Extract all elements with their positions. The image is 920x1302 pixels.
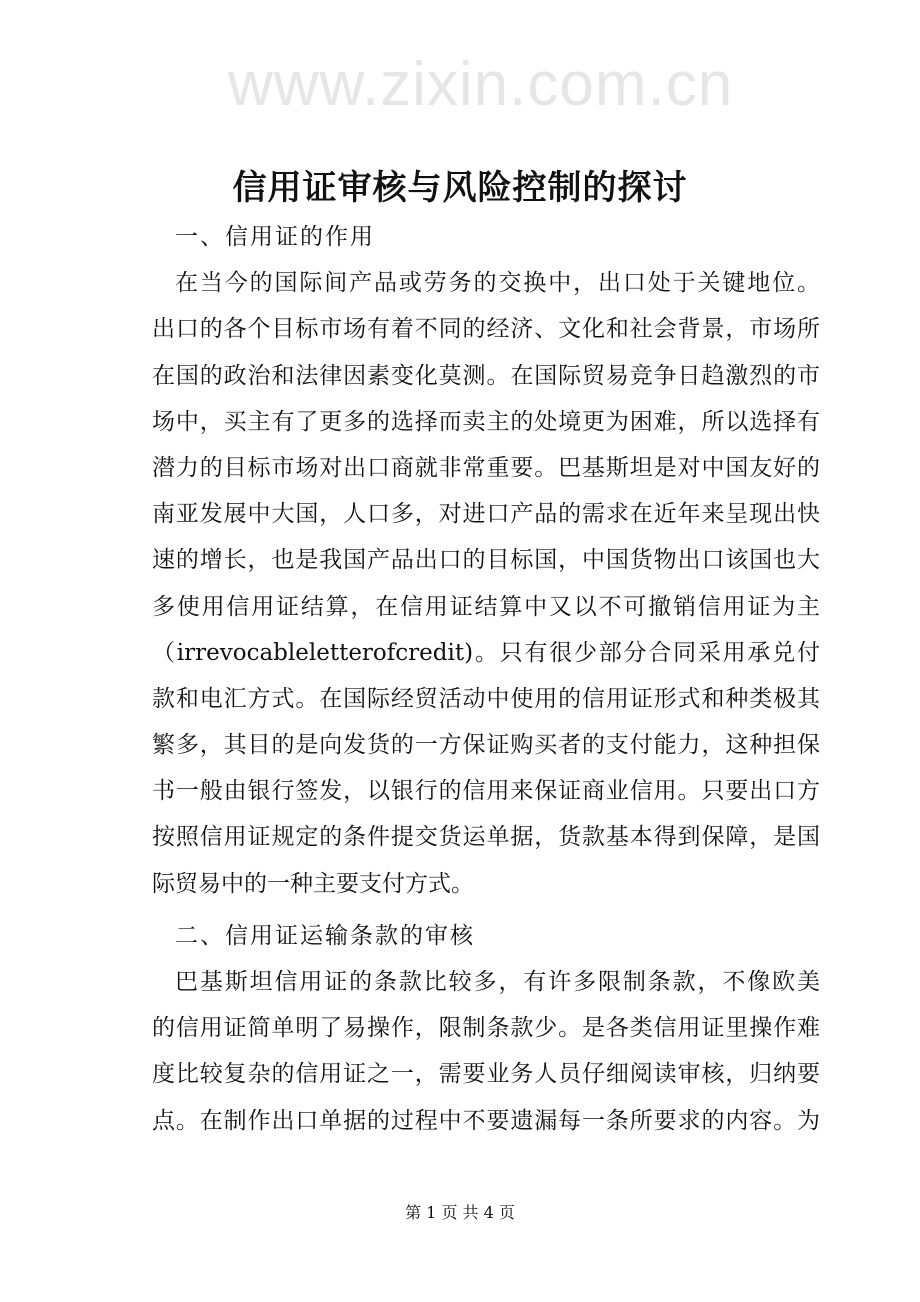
paragraph-line: 点。在制作出口单据的过程中不要遗漏每一条所要求的内容。为 [152, 1107, 820, 1134]
watermark: www.zixin.com.cn [228, 50, 734, 119]
paragraph-line: 在当今的国际间产品或劳务的交换中，出口处于关键地位。 [175, 270, 820, 297]
document-body [152, 214, 820, 1144]
paragraph-line: 在国的政治和法律因素变化莫测。在国际贸易竞争日趋激烈的市 [152, 362, 820, 389]
page-footer: 第 1 页 共 4 页 [405, 1203, 515, 1222]
paragraph-line: 度比较复杂的信用证之一，需要业务人员仔细阅读审核，归纳要 [152, 1061, 820, 1088]
paragraph-line: 速的增长，也是我国产品出口的目标国，中国货物出口该国也大 [152, 547, 820, 574]
paragraph-line: 际贸易中的一种主要支付方式。 [152, 870, 474, 897]
document-title: 信用证审核与风险控制的探讨 [232, 168, 688, 208]
paragraph-line: 款和电汇方式。在国际经贸活动中使用的信用证形式和种类极其 [152, 685, 820, 712]
paragraph-line: 场中，买主有了更多的选择而卖主的处境更为困难，所以选择有 [152, 408, 820, 435]
paragraph-line: 潜力的目标市场对出口商就非常重要。巴基斯坦是对中国友好的 [152, 454, 820, 481]
paragraph-line: （irrevocableletterofcredit)。只有很少部分合同采用承兑付 [152, 639, 820, 666]
paragraph-line: 的信用证简单明了易操作，限制条款少。是各类信用证里操作难 [152, 1015, 820, 1042]
section-heading: 一、信用证的作用 [175, 224, 375, 250]
paragraph-line: 多使用信用证结算，在信用证结算中又以不可撤销信用证为主 [152, 593, 820, 620]
paragraph-line: 按照信用证规定的条件提交货运单据，货款基本得到保障，是国 [152, 824, 820, 851]
paragraph-line: 南亚发展中大国，人口多，对进口产品的需求在近年来呈现出快 [152, 501, 820, 528]
paragraph-line: 繁多，其目的是向发货的一方保证购买者的支付能力，这种担保 [152, 732, 820, 759]
paragraph-line: 巴基斯坦信用证的条款比较多，有许多限制条款，不像欧美 [175, 969, 820, 995]
paragraph-line: 出口的各个目标市场有着不同的经济、文化和社会背景，市场所 [152, 316, 820, 343]
section-heading: 二、信用证运输条款的审核 [175, 922, 475, 949]
paragraph-line: 书一般由银行签发，以银行的信用来保证商业信用。只要出口方 [152, 778, 820, 805]
